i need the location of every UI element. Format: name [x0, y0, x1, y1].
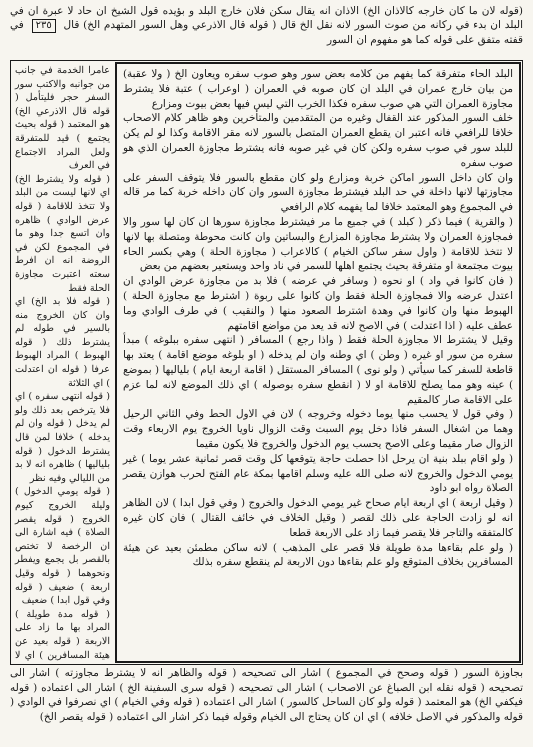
main-paragraph: البلد الحاء متفرقة كما يفهم من كلامه بعض سور وهو صوب سفره ويعاون الخ ( ولا عقبة) من بيان خارج عمران في البلد ان كان صوبه في العمران ( اوعراب ) عتبة فلا يشترط مجاوزة العمران التي هي صوب سفره فكذا الخرب التي ليس فيها بعض بيوت ومزارع — [123, 68, 513, 110]
margin-paragraph: عامرا الخدمة في جانب من جوانبه والاكتب سور السفر حجر فليتأمل ( قوله قال الاذرعي الخ) هو المعتمد ( قوله بحيث يجتمع ) قيد للمتفرقة ولعل المراد الاجتماع في العرف — [15, 65, 110, 172]
page-header — [10, 4, 523, 60]
footer-text: بجاوزة السور ( قوله وصحح في المجموع ) اشار الى تصحيحه ( قوله والظاهر انه لا يشترط مجاوزته ) اشار الى تصحيحه ( قوله نقله ابن الصباغ عن الاصحاب ) اشار الى تصحيحه ( قوله سرى السفينة الخ ) اشار الى اعتماده ( قوله فيكفي الخ) هو المعتمد ( قوله ولو كان الساحل كالسور ) اشار الى اعتماده ( قوله وفي الخيام ) اي نصرفوا في الوادي ( قوله والمذكور في الاصل خلافه ) اي ان كان يحتاج الى الخيام وقوله فيما ذكر اشار الى اعتماده ( قوله يقصر الخ) — [10, 667, 523, 723]
main-paragraph: ( فان كانوا في واد ) او نحوه ( وسافر في عرضه ) فلا بد من مجاوزة عرض الوادي ان اعتدل عرضه والا فمجاوزة الحلة فقط وان كانوا على ربوة ( اشترط مع مجاوزة الحلة ) الهبوط منها وان كانوا في وهدة اشترط الصعود منها ( والنقيب ) في طرف الوادي وما عطف عليه ( اذا اعتدلت ) في الاصح لانه قد يعد من مواضع اقامتهم — [123, 275, 513, 332]
header-text-after: في قفته متفق على قوله كما هو مفهوم ان السور — [10, 19, 523, 46]
main-paragraph: ( وفي قول لا يحسب منها يوما دخوله وخروجه ) لان في الاول الحط وفي الثاني الرحيل وهما من اشغال السفر فاذا دخل يوم السبت وقت الزوال ناويا الخروج يوم الاربعاء وقت الزوال صار مقيما وعلى الاصح يحسب يوم الدخول والخروج فلا يكون مقيما — [123, 408, 513, 450]
main-paragraph: ( ولو علم بقاءها مدة طويلة فلا قصر على المذهب ) لانه ساكن مطمئن بعيد عن هيئة المسافرين بخلاف المتوقع ولو علم بقاءها دون الاربعة لم ينقطع سفره بذلك — [123, 541, 513, 569]
main-paragraph: ( والقرية ) فيما ذكر ( كبلد ) في جميع ما مر فيشترط مجاوزة سورها ان كان لها سور والا فمجاوزة العمران ولا يشترط مجاوزة المزارع والبساتين وان كانت محوطة ومتصلة بها لانها لا تتخذ للاقامة ( واول سفر ساكن الخيام ) كالاعراب ( مجاوزة الحلة ) وهي بكسر الحاء بيوت مجتمعة او متفرقة بحيث يجتمع اهلها للسمر في ناد واحد ويستعير بعضهم من بعض — [123, 215, 513, 273]
main-paragraph: وان كان داخل السور اماكن خربة ومزارع ولو كان مقطع بالسور فلا يتوقف السفر على مجاوزتها لانها داخلة في حد البلد فيشترط مجاوزة السور وان كان داخله خربة كما مر قاله في المجموع وهو المعتمد خلافا لما يفهمه كلام الرافعي — [123, 171, 513, 214]
main-paragraph: ( ولو اقام ببلد بنية ان يرحل اذا حصلت حاجة يتوقعها كل وقت قصر ثمانية عشر يوما ) غير يومي الدخول والخروج لانه صلى الله عليه وسلم اقامها بمكة عام الفتح لحرب هوازن يقصر الصلاة رواه ابو داود — [123, 452, 513, 495]
page-number: ٢٣٥ — [32, 19, 56, 33]
margin-paragraph: ( قوله فلا بد الخ) اي وان كان الخروج منه بالسير في طوله لم يشترط ذلك ( قوله الهبوط ) المراد الهبوط عرفا ( قوله ان اعتدلت ) اي الثلاثة — [15, 296, 110, 389]
main-paragraph: خلف السور المذكور عند القفال وغيره من المتقدمين والمتأخرين وهو ظاهر كلام الاصحاب خلافا للرافعي فانه اعتبر ان يقطع العمران المتصل بالسور لانه مقر الاقامة وكذا لو لم يكن للبلد سور في صوب سفره ولكن كان في غير صوبه فانه يشترط مجاوزة العمران الذي هو صوب سفره — [123, 112, 513, 169]
margin-paragraph: ( قوله مدة طويلة ) المراد بها ما زاد على الاربعة ( قوله بعيد عن هيئة المسافرين ) اي لا — [15, 608, 110, 661]
margin-paragraph: ( قوله ولا يشترط الخ) اي لانها ليست من البلد ولا تتخذ للاقامة ( قوله عرض الوادي ) ظاهره وان اتسع جدا وهو ما في المجموع لكن في الروضة انه ان افرط سعته اعتبرت مجاوزة الحلة فقط — [15, 173, 110, 294]
header-text-before: (قوله لان ما كان خارجه كالاذان الخ) الاذان انه يقال سكن فلان خارج البلد و بؤيده قول الشيخ ان حاد لا عبرة ان في البلد ان بدء في ركانه من صوت السور لانه نقل الخ قال ( قوله قال الاذرعي وهل السور المتهدم الخ) قال — [10, 5, 523, 31]
margin-commentary-column — [12, 62, 113, 663]
margin-paragraph: ( قوله يومي الدخول ) وليلة الخروج كيوم الخروج ( قوله يقصر الصلاة ) فيه اشارة الى ان الرخصة لا تختص بالقصر بل يجمع ويفطر ونحوهما ( قوله وقيل اربعة ) ضعيف ( قوله وفي قول ابدا ) ضعيف — [15, 486, 110, 607]
main-paragraph: وقيل لا يشترط الا مجاوزة الحلة فقط ( واذا رجع ) المسافر ( انتهى سفره ببلوغه ) مبدأ سفره من سور او غيره ( وطن ) اي وطنه وان لم يدخله ( او بلوغه موضع اقامة ) يعتد بها قاطعة للسفر كما سيأتي ( ولو نوى ) المسافر المستقل ( اقامة اربعة ايام ) بلياليها ( بموضع ) عينه وهو مما يصلح للاقامة او لا ( انقطع سفره بوصوله ) اي ذلك الموضع لانه لما عزم على الاقامة صار كالمقيم — [123, 334, 513, 406]
page-footer-commentary — [10, 666, 523, 742]
main-text-column — [115, 62, 521, 663]
main-paragraph: ( وقيل اربعة ) اي اربعة ايام صحاح غير يومي الدخول والخروج ( وفي قول ابدا ) لان الظاهر انه لو زادت الحاجة على ذلك لقصر ( وقيل الخلاف في خائف القتال ) فان كان غيره كالمتفقه والتاجر فلا يقصر فيما زاد على الاربعة قطعا — [123, 497, 513, 539]
margin-paragraph: ( قوله انتهى سفره ) اي فلا يترخص بعد ذلك ولو لم يدخل ( قوله وان لم يدخله ) خلافا لمن قال يشترط الدخول ( قوله بلياليها ) ظاهره انه لا بد من الليالي وفيه نظر — [15, 391, 110, 484]
